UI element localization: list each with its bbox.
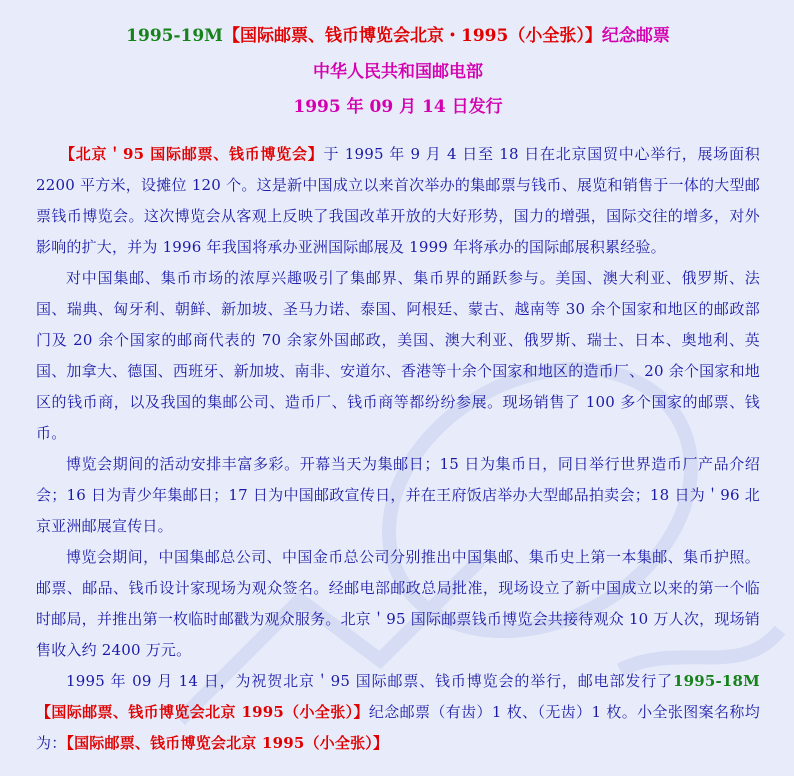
paragraph-3: 博览会期间的活动安排丰富多彩。开幕当天为集邮日；15 日为集币日，同日举行世界造币厂产品介绍会；16 日为青少年集邮日；17 日为中国邮政宣传日，并在王府饭店举办大型邮品拍卖会；18 日为＇96 北京亚洲邮展宣传日。 (36, 455, 760, 535)
stamp-title-name: 【国际邮票、钱币博览会北京・1995（小全张）】 (223, 26, 602, 46)
paragraph-5-mid: 纪念邮票（有齿）1 枚、（无齿）1 枚。小全张图案名称均为： (36, 703, 760, 752)
paragraph-2: 对中国集邮、集币市场的浓厚兴趣吸引了集邮界、集币界的踊跃参与。美国、澳大利亚、俄罗斯、法国、瑞典、匈牙利、朝鲜、新加坡、圣马力诺、泰国、阿根廷、蒙古、越南等 30 余个国家和地区的邮政部门及 20 余个国家的邮商代表的 70 余家外国邮政，美国、澳大利亚、俄罗斯、瑞士、日本、奥地利、英国、加拿大、德国、西班牙、新加坡、南非、安道尔、香港等十余个国家和地区的造币厂、20 余个国家和地区的钱币商，以及我国的集邮公司、造币厂、钱币商等都纷纷参展。现场销售了 100 多个国家的邮票、钱币。 (36, 269, 760, 442)
stamp-title (36, 24, 760, 48)
paragraph-5-pre: 1995 年 09 月 14 日，为祝贺北京＇95 国际邮票、钱币博览会的举行，邮电部发行了 (66, 672, 673, 690)
paragraph-5 (36, 666, 760, 759)
stamp-code: 1995-19M (126, 26, 224, 46)
issue-date: 1995 年 09 月 14 日发行 (293, 97, 503, 117)
paragraph-4: 博览会期间，中国集邮总公司、中国金币总公司分别推出中国集邮、集币史上第一本集邮、集币护照。邮票、邮品、钱币设计家现场为观众签名。经邮电部邮政总局批准，现场设立了新中国成立以来的第一个临时邮局，并推出第一枚临时邮戳为观众服务。北京＇95 国际邮票钱币博览会共接待观众 10 万人次，现场销售收入约 2400 万元。 (36, 548, 760, 659)
expo-name-highlight: 【北京＇95 国际邮票、钱币博览会】 (60, 145, 324, 163)
souvenir-sheet-name: 【国际邮票、钱币博览会北京 1995（小全张）】 (66, 734, 389, 752)
paragraph-1 (36, 139, 760, 263)
stamp-title-suffix: 纪念邮票 (601, 26, 670, 46)
article-body (36, 139, 760, 759)
related-stamp-code: 1995-18M (672, 672, 760, 690)
issuer: 中华人民共和国邮电部 (313, 62, 483, 82)
paragraph-1-text: 于 1995 年 9 月 4 日至 18 日在北京国贸中心举行，展场面积 2200 平方米，设摊位 120 个。这是新中国成立以来首次举办的集邮票与钱币、展览和销售于一体的大型邮票钱币博览会。这次博览会从客观上反映了我国改革开放的大好形势，国力的增强，国际交往的增多，对外影响的扩大，并为 1996 年我国将承办亚洲国际邮展及 1999 年将承办的国际邮展积累经验。 (36, 145, 760, 256)
related-stamp-title: 【国际邮票、钱币博览会北京 1995（小全张）】 (36, 703, 369, 721)
